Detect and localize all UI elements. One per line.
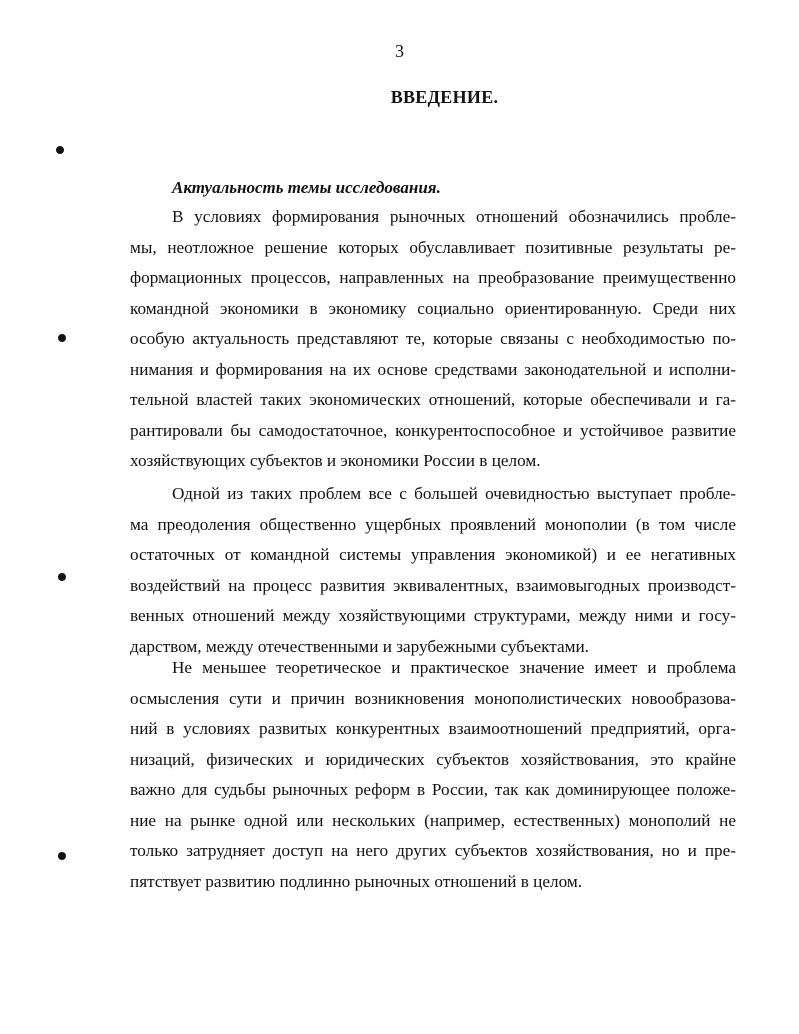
paragraph-3 [130,653,736,897]
binding-hole-mark [58,573,66,581]
text-line: В условиях формирования рыночных отношений обозначились пробле- [172,207,736,226]
text-line: Не меньшее теоретическое и практическое значение имеет и проблема [172,658,736,677]
text-line: остаточных от командной системы управления экономикой) и ее негативных [130,545,736,564]
paragraph-2 [130,479,736,662]
text-line: низаций, физических и юридических субъектов хозяйствования, это крайне [130,749,736,769]
text-line: венных отношений между хозяйствующими структурами, между ними и госу- [130,606,736,625]
paragraph-1 [130,202,736,477]
page-title: ВВЕДЕНИЕ. [390,87,499,107]
page-number: 3 [395,41,404,61]
text-line: ние на рынке одной или нескольких (например, естественных) монополий не [130,810,736,830]
text-line: только затрудняет доступ на него других субъектов хозяйствования, но и пре- [130,841,736,860]
text-line: дарством, между отечественными и зарубежными субъектами. [130,636,589,656]
section-subtitle: Актуальность темы исследования. [172,178,441,197]
text-line: командной экономики в экономику социально ориентированную. Среди них [130,298,736,318]
binding-hole-mark [58,334,66,342]
binding-hole-mark [58,852,66,860]
text-line: рантировали бы самодостаточное, конкурентоспособное и устойчивое развитие [130,420,736,440]
text-line: формационных процессов, направленных на преобразование преимущественно [130,268,736,287]
text-line: осмысления сути и причин возникновения монополистических новообразова- [130,688,736,708]
text-line: особую актуальность представляют те, которые связаны с необходимостью по- [130,329,736,348]
text-line: нимания и формирования на их основе средствами законодательной и исполни- [130,359,736,379]
text-line: хозяйствующих субъектов и экономики России в целом. [130,451,541,470]
text-line: Одной из таких проблем все с большей очевидностью выступает пробле- [172,484,736,503]
text-line: мы, неотложное решение которых обуславливает позитивные результаты ре- [130,237,736,257]
text-line: воздействий на процесс развития эквивалентных, взаимовыгодных производст- [130,575,736,595]
text-line: ний в условиях развитых конкурентных взаимоотношений предприятий, орга- [130,719,736,738]
text-line: тельной властей таких экономических отношений, которые обеспечивали и га- [130,390,736,409]
text-line: важно для судьбы рыночных реформ в России, так как доминирующее положе- [130,780,736,799]
binding-hole-mark [56,146,64,154]
text-line: ма преодоления общественно ущербных проявлений монополии (в том числе [130,514,736,534]
text-line: пятствует развитию подлинно рыночных отношений в целом. [130,871,583,891]
